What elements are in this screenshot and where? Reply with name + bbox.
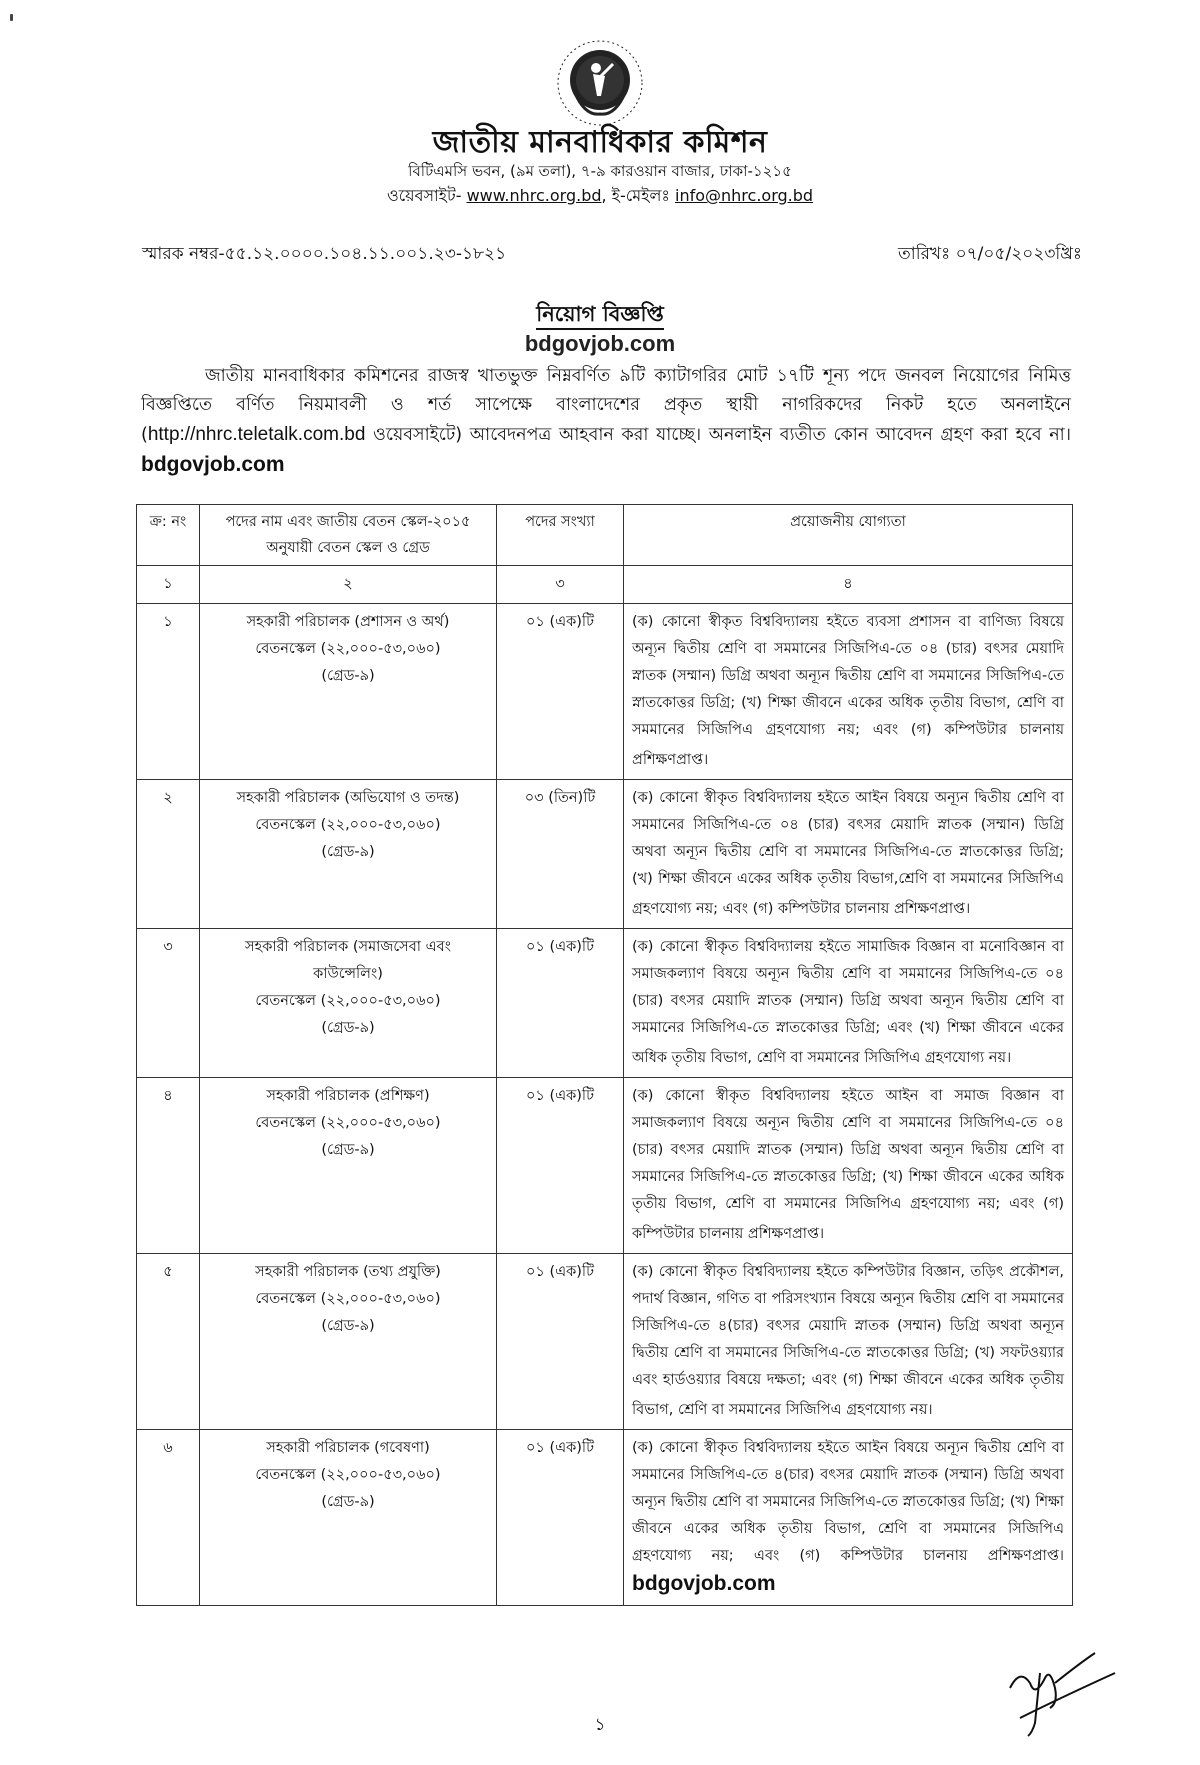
notice-title-wrap xyxy=(0,298,1200,333)
row-serial: ৫ xyxy=(137,1254,200,1430)
pay-scale: বেতনস্কেল (২২,০০০-৫৩,০৬০) xyxy=(255,1115,441,1131)
qualification-text: (ক) কোনো স্বীকৃত বিশ্ববিদ্যালয় হইতে ব্যবসা প্রশাসন বা বাণিজ্য বিষয়ে অন্যূন দ্বিতীয় শ্রেণি বা সমমানের সিজিপিএ-তে ০৪ (চার) বৎসর মেয়াদি স্নাতক (সম্মান) ডিগ্রি অথবা অন্যূন দ্বিতীয় শ্রেণি বা সমমানের সিজিপিএ-তে স্নাতকোত্তর ডিগ্রি; (খ) শিক্ষা জীবনে একের অধিক তৃতীয় বিভাগ, শ্রেণি বা সমমানের সিজিপিএ গ্রহণযোগ্য নয়; এবং (গ) কম্পিউটার চালনায় প্রশিক্ষণপ্রাপ্ত। xyxy=(632,614,1064,768)
post-name: সহকারী পরিচালক (প্রশাসন ও অর্থ) xyxy=(246,614,450,630)
qualification-cell xyxy=(624,1254,1073,1430)
post-cell xyxy=(200,604,497,780)
post-cell xyxy=(200,780,497,929)
qualification-cell xyxy=(624,1078,1073,1254)
header-serial: ক্র: নং xyxy=(137,505,200,566)
table-row xyxy=(137,1078,1073,1254)
qualification-text: (ক) কোনো স্বীকৃত বিশ্ববিদ্যালয় হইতে সামাজিক বিজ্ঞান বা মনোবিজ্ঞান বা সমাজকল্যাণ বিষয়ে অন্যূন দ্বিতীয় শ্রেণি বা সমমানের সিজিপিএ-তে ০৪ (চার) বৎসর মেয়াদি স্নাতক (সম্মান) ডিগ্রি অথবা অন্যূন দ্বিতীয় শ্রেণি বা সমমানের সিজিপিএ-তে স্নাতকোত্তর ডিগ্রি; এবং (খ) শিক্ষা জীবনে একের অধিক তৃতীয় বিভাগ, শ্রেণি বা সমমানের সিজিপিএ গ্রহণযোগ্য নয়। xyxy=(632,939,1064,1066)
website-link[interactable]: www.nhrc.org.bd xyxy=(466,186,602,205)
table-header-row xyxy=(137,505,1073,566)
posts-table xyxy=(136,504,1073,1606)
email-label: , ই-মেইলঃ xyxy=(601,186,670,205)
post-name: সহকারী পরিচালক (অভিযোগ ও তদন্ত) xyxy=(236,790,460,806)
post-count: ০১ (এক)টি xyxy=(497,1078,624,1254)
qualification-cell xyxy=(624,780,1073,929)
pay-scale: বেতনস্কেল (২২,০০০-৫৩,০৬০) xyxy=(255,993,441,1009)
nhrc-emblem-icon xyxy=(555,38,645,128)
intro-text-2: ওয়েবসাইটে) আবেদনপত্র আহবান করা যাচ্ছে। অনলাইন ব্যতীত কোন আবেদন গ্রহণ করা হবে না। xyxy=(365,425,1071,445)
column-number: ৪ xyxy=(624,566,1073,604)
grade: (গ্রেড-৯) xyxy=(321,844,375,860)
website-label: ওয়েবসাইট- xyxy=(386,186,462,205)
column-number: ২ xyxy=(200,566,497,604)
email-link[interactable]: info@nhrc.org.bd xyxy=(675,186,814,205)
pay-scale: বেতনস্কেল (২২,০০০-৫৩,০৬০) xyxy=(255,817,441,833)
post-name: সহকারী পরিচালক (সমাজসেবা এবং কাউন্সেলিং) xyxy=(245,939,451,982)
column-number: ৩ xyxy=(497,566,624,604)
table-row xyxy=(137,1430,1073,1606)
notice-title: নিয়োগ বিজ্ঞপ্তি xyxy=(536,302,664,330)
row-serial: ১ xyxy=(137,604,200,780)
grade: (গ্রেড-৯) xyxy=(321,1020,375,1036)
pay-scale: বেতনস্কেল (২২,০০০-৫৩,০৬০) xyxy=(255,1291,441,1307)
table-row xyxy=(137,780,1073,929)
page-number: ১ xyxy=(594,1715,606,1735)
post-count: ০৩ (তিন)টি xyxy=(497,780,624,929)
qualification-text: (ক) কোনো স্বীকৃত বিশ্ববিদ্যালয় হইতে আইন বা সমাজ বিজ্ঞান বা সমাজকল্যাণ বিষয়ে অন্যূন দ্বিতীয় শ্রেণি বা সমমানের সিজিপিএ-তে ০৪ (চার) বৎসর মেয়াদি স্নাতক (সম্মান) ডিগ্রি অথবা অন্যূন দ্বিতীয় শ্রেণি বা সমমানের সিজিপিএ-তে স্নাতকোত্তর ডিগ্রি; (খ) শিক্ষা জীবনে একের অধিক তৃতীয় বিভাগ, শ্রেণি বা সমমানের সিজিপিএ গ্রহণযোগ্য নয়; এবং (গ) কম্পিউটার চালনায় প্রশিক্ষণপ্রাপ্ত। xyxy=(632,1088,1064,1242)
grade: (গ্রেড-৯) xyxy=(321,668,375,684)
qualification-text: (ক) কোনো স্বীকৃত বিশ্ববিদ্যালয় হইতে আইন বিষয়ে অন্যূন দ্বিতীয় শ্রেণি বা সমমানের সিজিপিএ-তে ৪(চার) বৎসর মেয়াদি স্নাতক (সম্মান) ডিগ্রি অথবা অন্যূন দ্বিতীয় শ্রেণি বা সমমানের সিজিপিএ-তে স্নাতকোত্তর ডিগ্রি; (খ) শিক্ষা জীবনে একের অধিক তৃতীয় বিভাগ, শ্রেণি বা সমমানের সিজিপিএ গ্রহণযোগ্য নয়; এবং (গ) কম্পিউটার চালনায় প্রশিক্ষণপ্রাপ্ত। xyxy=(632,1440,1064,1564)
post-name: সহকারী পরিচালক (তথ্য প্রযুক্তি) xyxy=(255,1264,441,1280)
post-count: ০১ (এক)টি xyxy=(497,1430,624,1606)
post-cell xyxy=(200,1430,497,1606)
pay-scale: বেতনস্কেল (২২,০০০-৫৩,০৬০) xyxy=(255,1467,441,1483)
row-serial: ২ xyxy=(137,780,200,929)
memo-number: স্মারক নম্বর-৫৫.১২.০০০০.১০৪.১১.০০১.২৩-১৮২১ xyxy=(142,244,507,264)
post-count: ০১ (এক)টি xyxy=(497,1254,624,1430)
intro-text-1: জাতীয় মানবাধিকার কমিশনের রাজস্ব খাতভুক্ত নিম্নবর্ণিত ৯টি ক্যাটাগরির মোট ১৭টি শূন্য পদে জনবল নিয়োগের নিমিত্ত বিজ্ঞপ্তিতে বর্ণিত নিয়মাবলী ও শর্ত সাপেক্ষে বাংলাদেশের প্রকৃত স্থায়ী নাগরিকদের নিকট হতে অনলাইনে ( xyxy=(141,366,1071,445)
table-row xyxy=(137,1254,1073,1430)
intro-paragraph xyxy=(141,362,1071,481)
application-url[interactable]: http://nhrc.teletalk.com.bd xyxy=(147,424,366,445)
row-serial: ৩ xyxy=(137,929,200,1078)
qualification-cell xyxy=(624,1430,1073,1606)
table-row xyxy=(137,604,1073,780)
organization-address: বিটিএমসি ভবন, (৯ম তলা), ৭-৯ কারওয়ান বাজার, ঢাকা-১২১৫ xyxy=(408,162,792,180)
row-serial: ৬ xyxy=(137,1430,200,1606)
qualification-text: (ক) কোনো স্বীকৃত বিশ্ববিদ্যালয় হইতে আইন বিষয়ে অন্যূন দ্বিতীয় শ্রেণি বা সমমানের সিজিপিএ-তে ০৪ (চার) বৎসর মেয়াদি স্নাতক (সম্মান) ডিগ্রি অথবা অন্যূন দ্বিতীয় শ্রেণি বা সমমানের সিজিপিএ-তে স্নাতকোত্তর ডিগ্রি; (খ) শিক্ষা জীবনে একের অধিক তৃতীয় বিভাগ,শ্রেণি বা সমমানের সিজিপিএ গ্রহণযোগ্য নয়; এবং (গ) কম্পিউটার চালনায় প্রশিক্ষণপ্রাপ্ত। xyxy=(632,790,1064,917)
header-qualification: প্রয়োজনীয় যোগ্যতা xyxy=(624,505,1073,566)
post-name: সহকারী পরিচালক (গবেষণা) xyxy=(266,1440,430,1456)
watermark-text: bdgovjob.com xyxy=(524,331,676,356)
column-number: ১ xyxy=(137,566,200,604)
post-cell xyxy=(200,1078,497,1254)
post-count: ০১ (এক)টি xyxy=(497,604,624,780)
post-count: ০১ (এক)টি xyxy=(497,929,624,1078)
qualification-cell xyxy=(624,929,1073,1078)
qualification-cell xyxy=(624,604,1073,780)
post-name: সহকারী পরিচালক (প্রশিক্ষণ) xyxy=(266,1088,430,1104)
post-cell xyxy=(200,1254,497,1430)
post-cell xyxy=(200,929,497,1078)
memo-date: তারিখঃ ০৭/০৫/২০২৩খ্রিঃ xyxy=(898,244,1082,264)
intro-watermark: bdgovjob.com xyxy=(141,453,285,476)
contact-line xyxy=(0,183,1200,210)
signature-icon xyxy=(1000,1648,1120,1738)
qualification-text: (ক) কোনো স্বীকৃত বিশ্ববিদ্যালয় হইতে কম্পিউটার বিজ্ঞান, তড়িৎ প্রকৌশল, পদার্থ বিজ্ঞান, গণিত বা পরিসংখ্যান বিষয়ে অন্যূন দ্বিতীয় শ্রেণি বা সমমানের সিজিপিএ-তে ৪(চার) বৎসর মেয়াদি স্নাতক (সম্মান) ডিগ্রি অথবা অন্যূন দ্বিতীয় শ্রেণি বা সমমানের সিজিপিএ-তে স্নাতকোত্তর ডিগ্রি; (খ) সফটওয়্যার এবং হার্ডওয়্যার বিষয়ে দক্ষতা; এবং (গ) শিক্ষা জীবনে একের অধিক তৃতীয় বিভাগ, শ্রেণি বা সমমানের সিজিপিএ গ্রহণযোগ্য নয়। xyxy=(632,1264,1064,1418)
scan-speck xyxy=(10,14,13,21)
column-number-row xyxy=(137,566,1073,604)
organization-name: জাতীয় মানবাধিকার কমিশন xyxy=(432,125,768,160)
grade: (গ্রেড-৯) xyxy=(321,1318,375,1334)
row-serial: ৪ xyxy=(137,1078,200,1254)
grade: (গ্রেড-৯) xyxy=(321,1142,375,1158)
header-post-count: পদের সংখ্যা xyxy=(497,505,624,566)
header-post-name: পদের নাম এবং জাতীয় বেতন স্কেল-২০১৫ অনুযায়ী বেতন স্কেল ও গ্রেড xyxy=(200,505,497,566)
grade: (গ্রেড-৯) xyxy=(321,1494,375,1510)
pay-scale: বেতনস্কেল (২২,০০০-৫৩,০৬০) xyxy=(255,641,441,657)
row-watermark: bdgovjob.com xyxy=(632,1572,776,1595)
table-row xyxy=(137,929,1073,1078)
